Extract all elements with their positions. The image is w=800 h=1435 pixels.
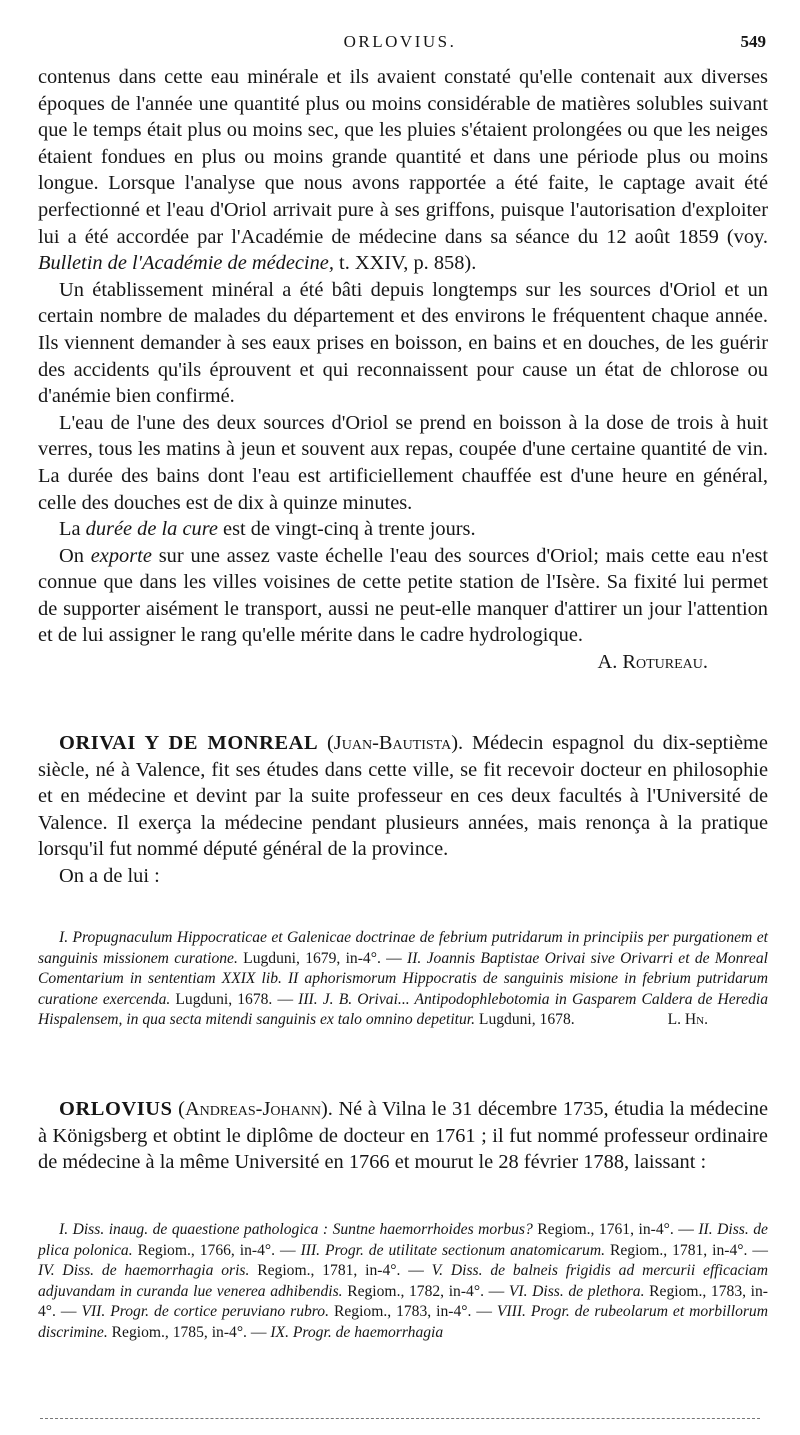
- oriol-paragraph-4: La durée de la cure est de vingt-cinq à trente jours.: [59, 518, 476, 541]
- page-number: 549: [740, 32, 766, 51]
- orivai-works-list: I. Propugnaculum Hippocraticae et Galenicae doctrinae de febrium putridarum in principiis per purgationem et sanguinis missionem curatione. Lugduni, 1679, in-4°. — II. Joannis Baptistae Orivai sive Orivarri et de Monreal Comentarium in sententiam XXIX lib. II aphorismorum Hippocratis de sanguinis misione in febrium putridarum curatione exercenda. Lugduni, 1678. — III. J. B. Orivai... Antipodophlebotomia in Gasparem Caldera de Heredia Hispalensem, in qua secta mitendi sanguinis ex talo omnino depetitur. Lugduni, 1678. L. Hn.: [38, 928, 768, 1031]
- bulletin-citation: Bulletin de l'Académie de médecine,: [38, 252, 334, 275]
- orivai-bio: ORIVAI Y DE MONREAL (Juan-Bautista). Médecin espagnol du dix-septième siècle, né à Valence, fit ses études dans cette ville, se fit recevoir docteur en philosophie et en médecine et devint par la suite professeur en ces deux facultés à l'Université de Valence. Il exerça la médecine pendant plusieurs années, mais renonça à la pratique lorsqu'il fut nommé député général de la province.: [38, 732, 768, 861]
- page-header: [0, 32, 800, 56]
- oriol-paragraph-3: L'eau de l'une des deux sources d'Oriol se prend en boisson à la dose de trois à huit verres, tous les matins à jeun et souvent aux repas, coupée d'une certaine quantité de vin. La durée des bains dont l'eau est artificiellement chauffée est d'une heure en général, celle des douches est de dix à quinze minutes.: [38, 411, 768, 514]
- oriol-paragraph-2: Un établissement minéral a été bâti depuis longtemps sur les sources d'Oriol et un certain nombre de malades du département et des environs le fréquentent chaque année. Ils viennent demander à ses eaux prises en boisson, en bains et en douches, de les guérir des accidents qu'ils éprouvent et qui reconnaissent pour cause un état de chlorose ou d'anémie bien confirmé.: [38, 278, 768, 408]
- orlovius-works-list: I. Diss. inaug. de quaestione pathologica : Suntne haemorrhoides morbus? Regiom., 1761, in-4°. — II. Diss. de plica polonica. Regiom., 1766, in-4°. — III. Progr. de utilitate sectionum anatomicarum. Regiom., 1781, in-4°. — IV. Diss. de haemorrhagia oris. Regiom., 1781, in-4°. — V. Diss. de balneis frigidis ad mercurii efficaciam adjuvandam in curanda lue venerea adhibendis. Regiom., 1782, in-4°. — VI. Diss. de plethora. Regiom., 1783, in-4°. — VII. Progr. de cortice peruviano rubro. Regiom., 1783, in-4°. — VIII. Progr. de rubeolarum et morbillorum discrimine. Regiom., 1785, in-4°. — IX. Progr. de haemorrhagia: [38, 1221, 768, 1341]
- headword-orlovius: ORLOVIUS: [59, 1098, 173, 1120]
- article-orivai: [38, 730, 768, 890]
- orlovius-works: [38, 1220, 768, 1343]
- signature-rotureau: A. Rotureau.: [597, 651, 708, 674]
- page-bottom-rule: [40, 1418, 760, 1419]
- article-orlovius: [38, 1096, 768, 1176]
- orivai-name: (Juan-Bautista).: [327, 732, 464, 754]
- orivai-works: [38, 928, 768, 1031]
- article-oriol-continuation: [38, 64, 768, 676]
- signature-hn: L. Hn.: [667, 1011, 708, 1028]
- oriol-paragraph-5: On exporte sur une assez vaste échelle l'eau des sources d'Oriol; mais cette eau n'est connue que dans les villes voisines de cette petite station de l'Isère. Sa fixité lui permet de supporter aisément le transport, aussi ne peut-elle manquer d'attirer un jour l'attention et de lui assigner le rang qu'elle mérite dans le cadre hydrologique. A. Rotureau.: [38, 543, 768, 649]
- orlovius-bio: ORLOVIUS (Andreas-Johann). Né à Vilna le 31 décembre 1735, étudia la médecine à Königsberg et obtint le diplôme de docteur en 1761 ; il fut nommé professeur ordinaire de médecine à la même Université en 1766 et mourut le 28 février 1788, laissant :: [38, 1098, 768, 1174]
- running-head: ORLOVIUS.: [343, 32, 457, 51]
- oriol-paragraph-1: contenus dans cette eau minérale et ils avaient constaté qu'elle contenait aux diverses époques de l'année une quantité plus ou moins considérable de matières solubles suivant que le temps était plus ou moins sec, que les pluies s'étaient prolongées ou que les neiges étaient fondues en plus ou moins grande quantité et dans une période plus ou moins longue. Lorsque l'analyse que nous avons rapportée a été faite, le captage avait été perfectionné et l'eau d'Oriol arrivait pure à ses griffons, puisque l'autorisation d'exploiter lui a été accordée par l'Académie de médecine dans sa séance du 12 août 1859 (voy. Bulletin de l'Académie de médecine, t. XXIV, p. 858).: [38, 66, 768, 275]
- orivai-intro: On a de lui :: [59, 864, 160, 887]
- headword-orivai: ORIVAI Y DE MONREAL: [59, 732, 319, 754]
- orlovius-name: (Andreas-Johann).: [178, 1098, 333, 1120]
